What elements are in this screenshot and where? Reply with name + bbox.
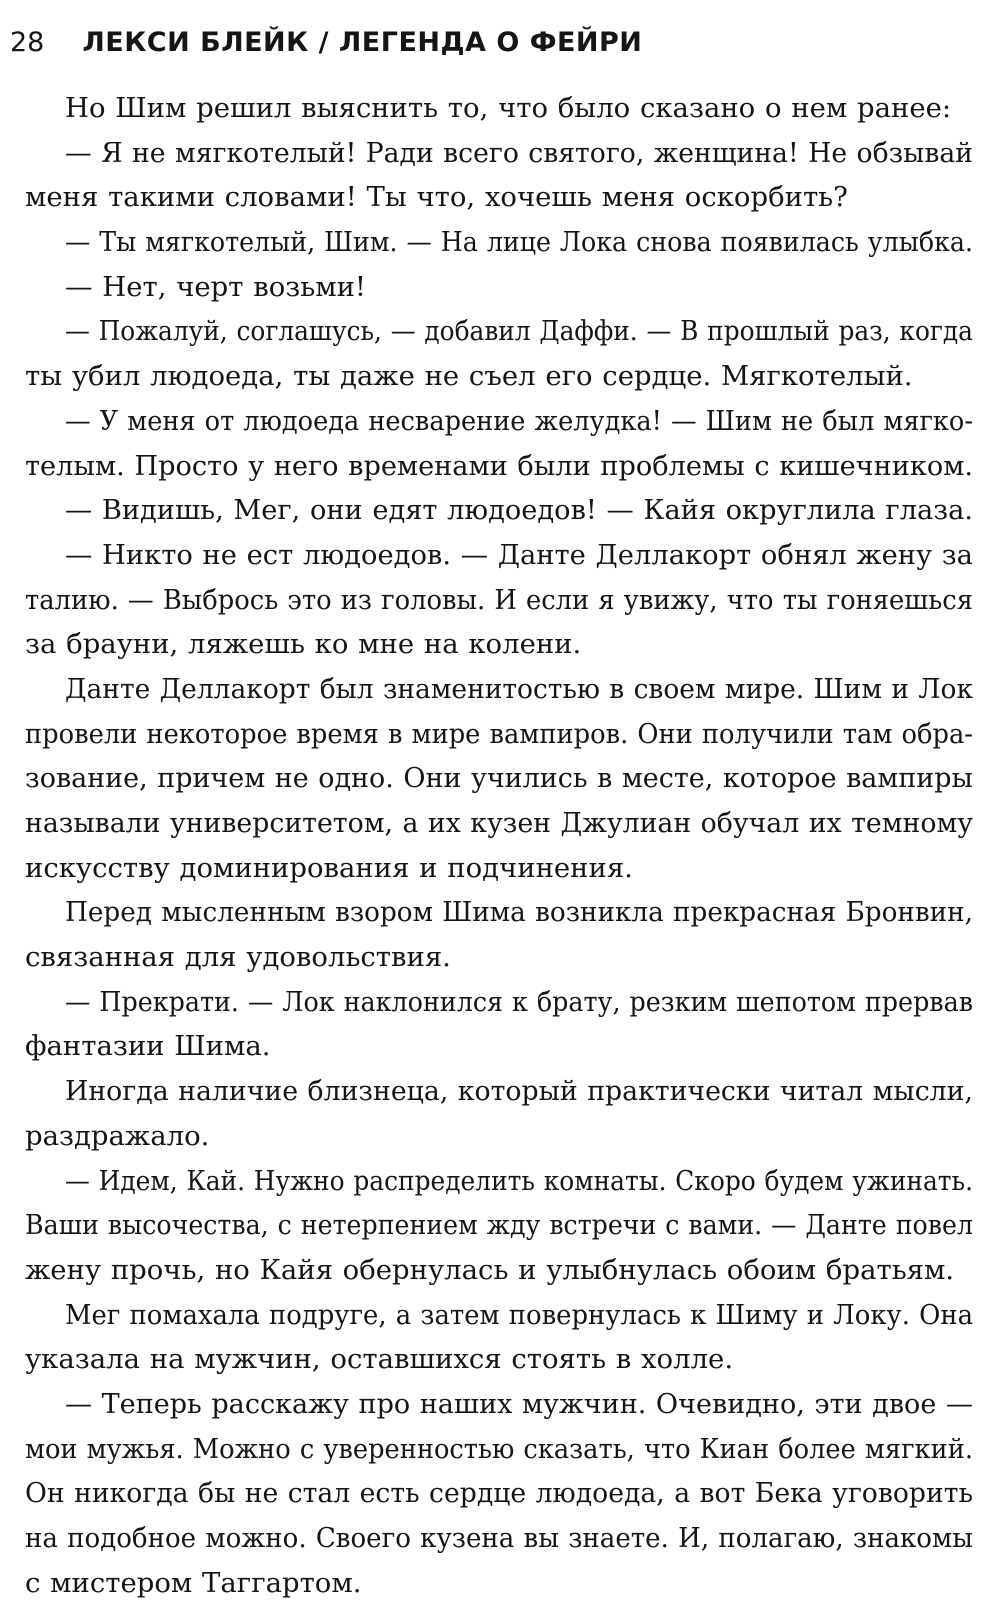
text-line: с мистером Таггартом.	[25, 1566, 362, 1599]
text-line: — Ты мягкотелый, Шим. — На лице Лока снова появилась улыбка.	[65, 226, 973, 259]
running-head	[10, 25, 642, 61]
text-line: — Пожалуй, соглашусь, — добавил Даффи. — В прошлый раз, когда	[65, 315, 973, 348]
book-header: ЛЕКСИ БЛЕЙК / ЛЕГЕНДА О ФЕЙРИ	[82, 27, 643, 58]
text-line: — Нет, черт возьми!	[65, 270, 366, 303]
text-line: ты убил людоеда, ты даже не съел его сердце. Мягкотелый.	[25, 360, 913, 393]
text-line: — У меня от людоеда несварение желудка! — Шим не был мягко-	[65, 404, 973, 437]
text-line: Ваши высочества, с нетерпением жду встречи с вами. — Данте повел	[25, 1209, 973, 1242]
text-line: — Идем, Кай. Нужно распределить комнаты. Скоро будем ужинать.	[65, 1164, 973, 1197]
text-line: талию. — Выбрось это из головы. И если я увижу, что ты гоняешься	[25, 583, 973, 616]
text-line: за брауни, ляжешь ко мне на колени.	[25, 628, 582, 661]
text-line: меня такими словами! Ты что, хочешь меня оскорбить?	[25, 181, 848, 214]
text-line: зование, причем не одно. Они учились в месте, которое вампиры	[25, 762, 973, 795]
text-line: мои мужья. Можно с уверенностью сказать, что Киан более мягкий.	[25, 1432, 973, 1465]
text-line: — Видишь, Мег, они едят людоедов! — Кайя округлила глаза.	[65, 494, 973, 527]
text-line: жену прочь, но Кайя обернулась и улыбнулась обоим братьям.	[25, 1253, 955, 1286]
text-line: Он никогда бы не стал есть сердце людоеда, а вот Бека уговорить	[25, 1477, 973, 1510]
text-line: называли университетом, а их кузен Джулиан обучал их темному	[25, 807, 973, 839]
text-line: Иногда наличие близнеца, который практически читал мысли,	[65, 1075, 973, 1108]
text-line: провели некоторое время в мире вампиров. Они получили там обра-	[25, 717, 973, 750]
text-line: искусству доминирования и подчинения.	[25, 851, 633, 884]
text-line: Перед мысленным взором Шима возникла прекрасная Бронвин,	[65, 896, 973, 929]
text-line: фантазии Шима.	[25, 1030, 271, 1063]
text-line: — Никто не ест людоедов. — Данте Деллакорт обнял жену за	[65, 538, 973, 571]
page-number: 28	[10, 27, 45, 58]
body-text	[25, 86, 973, 1605]
text-line: Но Шим решил выяснить то, что было сказано о нем ранее:	[65, 92, 952, 124]
text-line: — Прекрати. — Лок наклонился к брату, резким шепотом прервав	[65, 985, 973, 1018]
text-line: указала на мужчин, оставшихся стоять в холле.	[25, 1343, 734, 1376]
text-line: Данте Деллакорт был знаменитостью в своем мире. Шим и Лок	[65, 672, 973, 705]
text-line: телым. Просто у него временами были проблемы с кишечником.	[25, 449, 973, 482]
text-line: — Теперь расскажу про наших мужчин. Очевидно, эти двое —	[65, 1387, 973, 1420]
text-line: — Я не мягкотелый! Ради всего святого, женщина! Не обзывай	[65, 136, 973, 169]
text-line: на подобное можно. Своего кузена вы знаете. И, полагаю, знакомы	[25, 1522, 973, 1554]
text-line: Мег помахала подруге, а затем повернулась к Шиму и Локу. Она	[65, 1298, 973, 1331]
text-line: связанная для удовольствия.	[25, 941, 451, 974]
text-line: раздражало.	[25, 1119, 210, 1152]
